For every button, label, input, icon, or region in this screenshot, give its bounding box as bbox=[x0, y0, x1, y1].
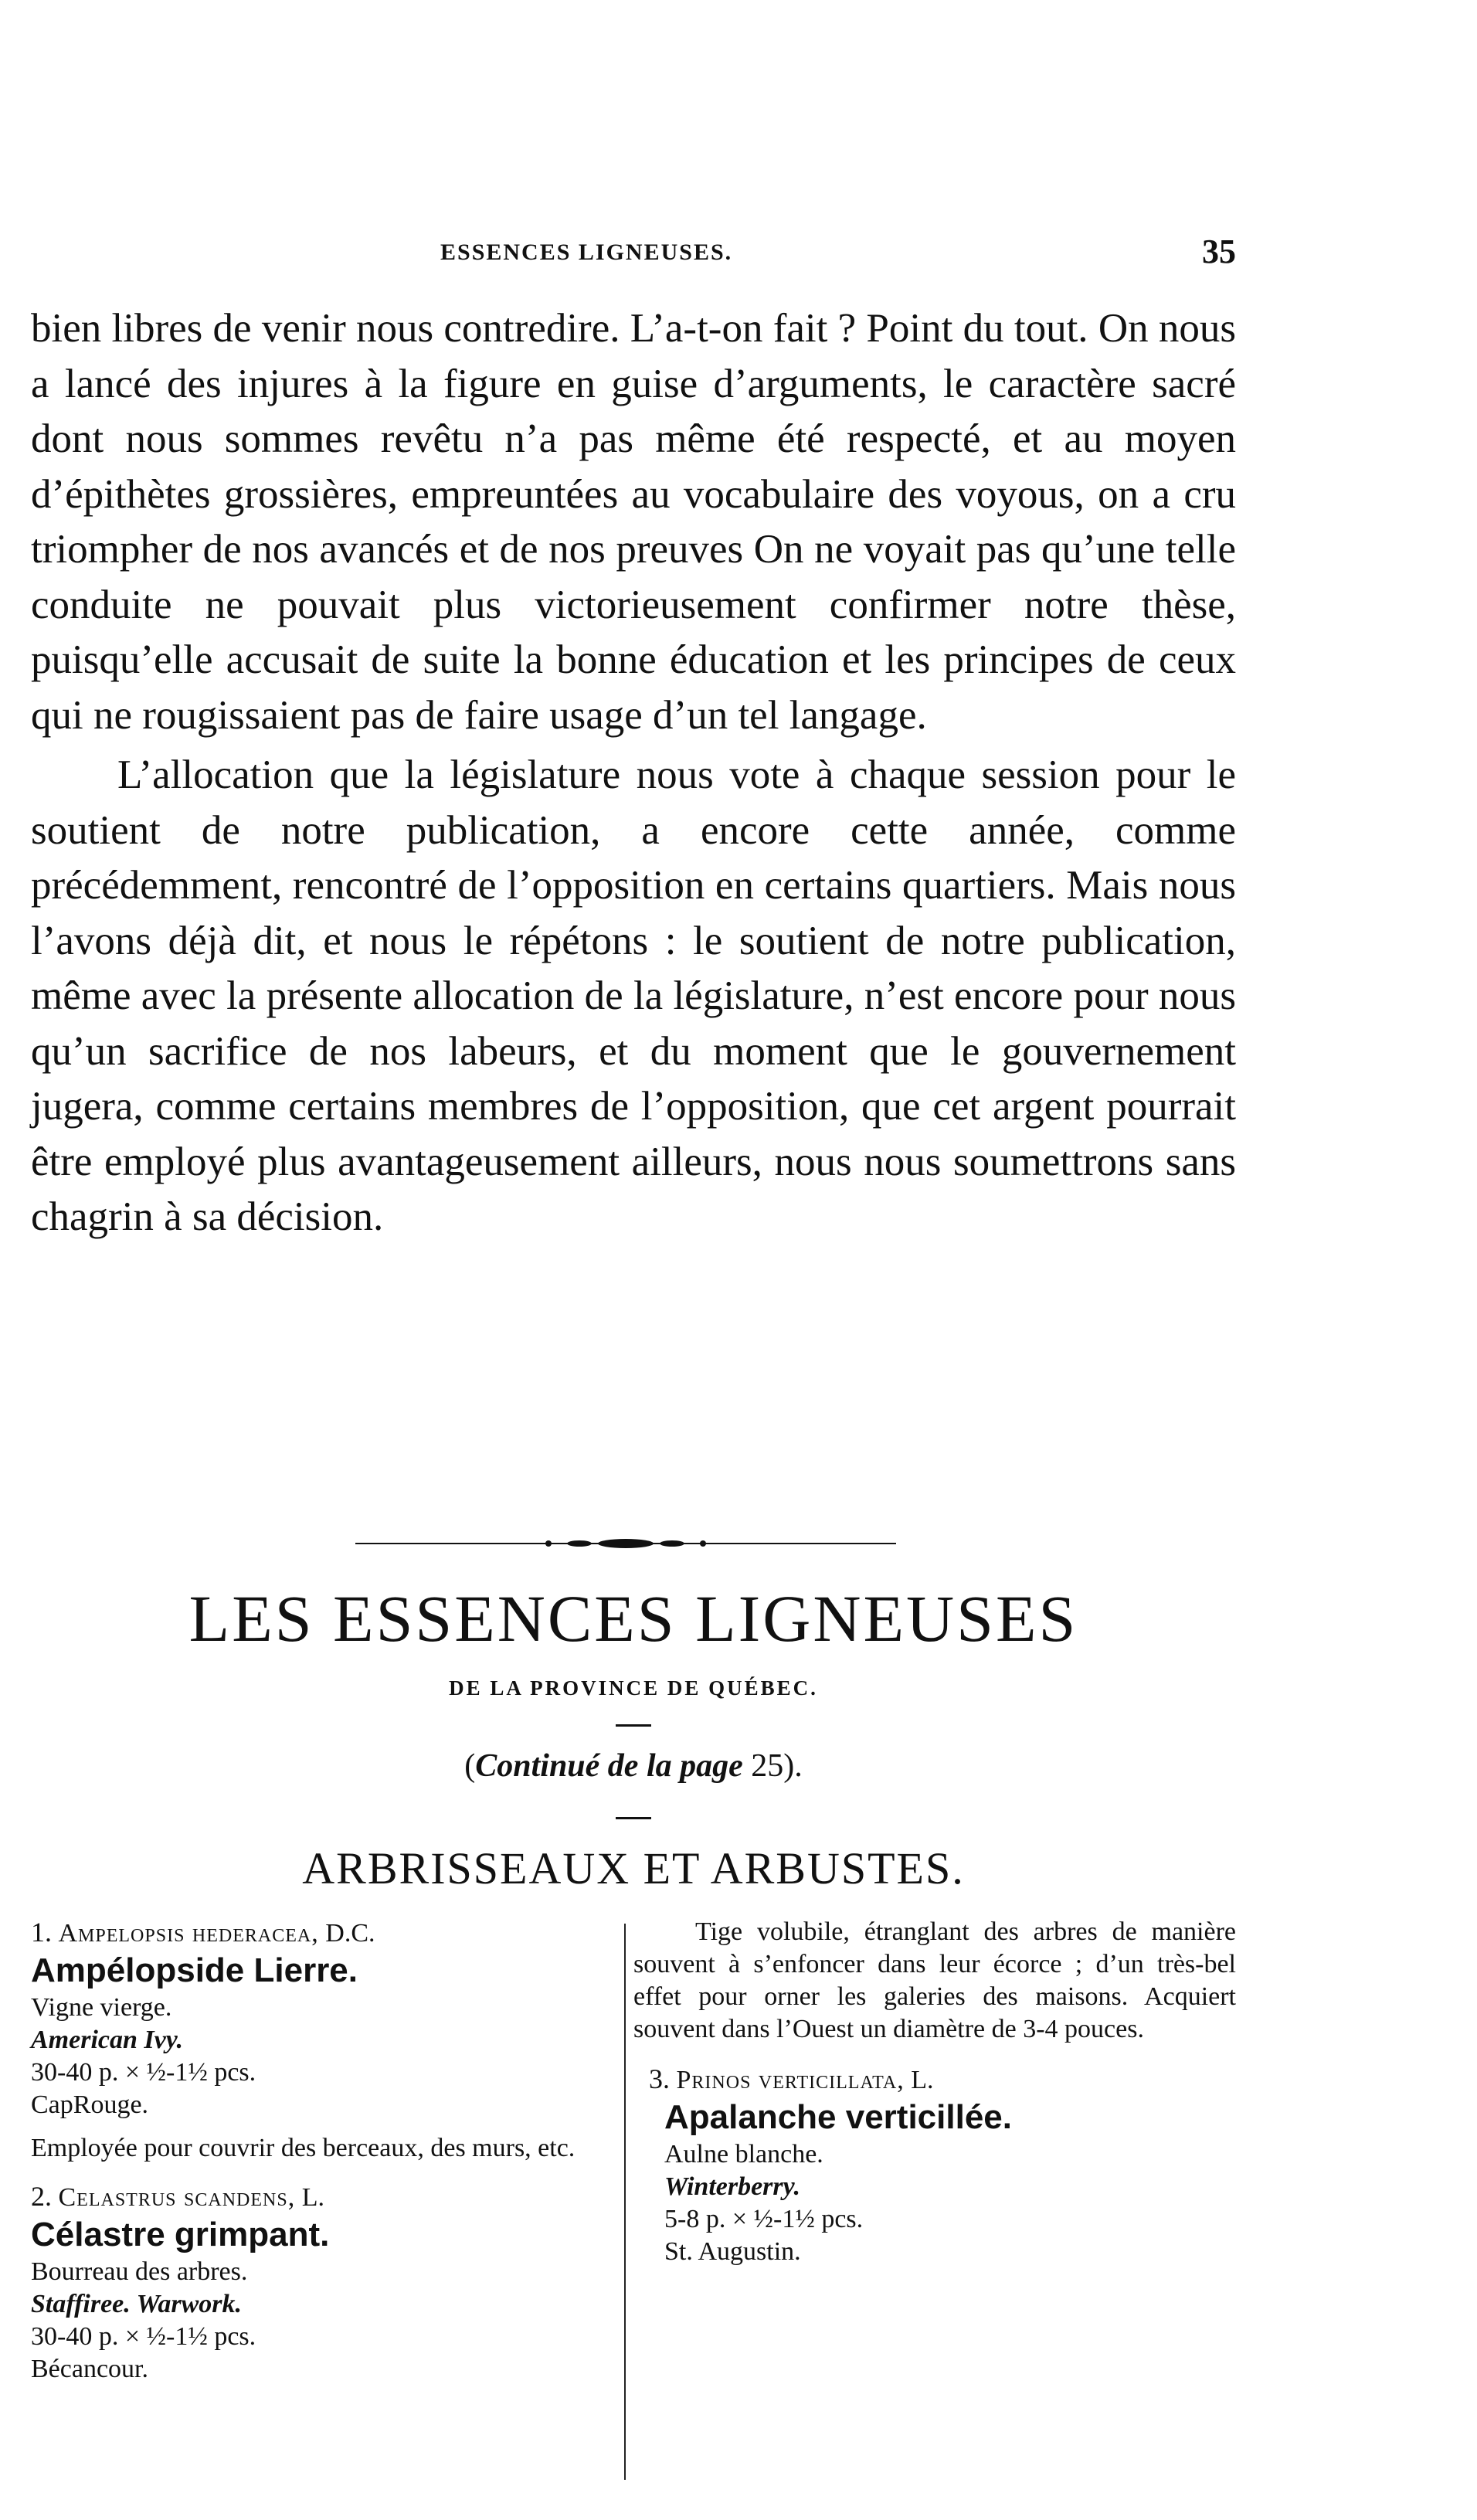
french-name: Apalanche verticillée. bbox=[664, 2098, 1012, 2136]
locality: Bécancour. bbox=[31, 2355, 148, 2383]
english-name: Winterberry. bbox=[664, 2172, 800, 2201]
french-name: Ampélopside Lierre. bbox=[31, 1951, 358, 1989]
entry-2-notes bbox=[633, 1916, 1236, 2046]
ornamental-rule bbox=[355, 1537, 896, 1550]
english-name: Staffiree. Warwork. bbox=[31, 2290, 242, 2318]
author: L. bbox=[911, 2066, 934, 2094]
continued-note: (Continué de la page 25). bbox=[464, 1748, 803, 1784]
running-head bbox=[31, 232, 1236, 278]
section-title: LES ESSENCES LIGNEUSES bbox=[188, 1581, 1078, 1656]
left-column bbox=[31, 1916, 603, 2386]
continued-page: 25). bbox=[751, 1748, 803, 1784]
common-name: Bourreau des arbres. bbox=[31, 2257, 248, 2286]
common-name: Aulne blanche. bbox=[664, 2140, 823, 2168]
entry-heading bbox=[31, 2180, 603, 2214]
short-rule bbox=[616, 1724, 651, 1727]
author: L. bbox=[301, 2183, 324, 2212]
size: 30-40 p. × ½-1½ pcs. bbox=[31, 2322, 256, 2351]
size: 5-8 p. × ½-1½ pcs. bbox=[664, 2205, 864, 2233]
latin-name: Celastrus scandens, bbox=[58, 2183, 296, 2212]
section-subtitle: DE LA PROVINCE DE QUÉBEC. bbox=[449, 1676, 818, 1700]
page-number: 35 bbox=[1202, 233, 1236, 270]
body-text bbox=[31, 301, 1236, 1245]
author: D.C. bbox=[325, 1919, 375, 1948]
continued-text: Continué de la page bbox=[475, 1748, 743, 1784]
column-divider bbox=[624, 1924, 626, 2480]
english-name: American Ivy. bbox=[31, 2026, 184, 2054]
paragraph-1: bien libres de venir nous contredire. L’a-t-on fait ? Point du tout. On nous a lancé des injures à la figure en guise d’arguments, le caractère sacré dont nous sommes revêtu n’a pas même été respecté, et au moyen d’épithètes grossières, empreuntées au vocabulaire des voyous, on a cru triompher de nos avancés et de nos preuves On ne voyait pas qu’une telle conduite ne pouvait plus victorieusement confirmer notre thèse, puisqu’elle accusait de suite la bonne éducation et les principes de ceux qui ne rougissaient pas de faire usage d’un tel langage. bbox=[31, 306, 1236, 738]
paragraph-2: L’allocation que la législature nous vote à chaque session pour le soutient de notre publication, a encore cette année, comme précédemment, rencontré de l’opposition en certains quartiers. Mais nous l’avons déjà dit, et nous le répétons : le soutient de notre publication, même avec la présente allocation de la législature, n’est encore pour nous qu’un sacrifice de nos labeurs, et du moment que le gouvernement jugera, comme certains membres de l’opposition, que cet argent pourrait être employé plus avantageusement ailleurs, nous nous soumettrons sans chagrin à sa décision. bbox=[31, 752, 1236, 1239]
latin-name: Prinos verticillata, bbox=[676, 2066, 905, 2094]
common-name: Vigne vierge. bbox=[31, 1993, 172, 2022]
notes: Employée pour couvrir des berceaux, des murs, etc. bbox=[31, 2134, 576, 2162]
french-name: Célastre grimpant. bbox=[31, 2216, 330, 2253]
running-head-title: ESSENCES LIGNEUSES. bbox=[440, 239, 733, 265]
locality: CapRouge. bbox=[31, 2090, 149, 2119]
entry-number: 2. bbox=[31, 2181, 52, 2212]
size: 30-40 p. × ½-1½ pcs. bbox=[31, 2058, 256, 2087]
subsection-title: ARBRISSEAUX ET ARBUSTES. bbox=[302, 1843, 965, 1893]
entry-1 bbox=[31, 1916, 603, 2165]
entry-heading bbox=[649, 2063, 1236, 2097]
short-rule bbox=[616, 1817, 651, 1819]
latin-name: Ampelopsis hederacea, bbox=[58, 1919, 319, 1948]
notes: Tige volubile, étranglant des arbres de manière souvent à s’enfoncer dans leur écorce ; d’un très-bel effet pour orner les galeries des maisons. Acquiert souvent dans l’Ouest un diamètre de 3-4 pouces. bbox=[633, 1917, 1236, 2043]
entry-number: 3. bbox=[649, 2063, 670, 2094]
right-column bbox=[633, 1916, 1236, 2268]
entry-3 bbox=[633, 2063, 1236, 2268]
locality: St. Augustin. bbox=[664, 2237, 801, 2266]
entry-2 bbox=[31, 2180, 603, 2386]
entry-heading bbox=[31, 1916, 603, 1950]
entry-number: 1. bbox=[31, 1917, 52, 1948]
